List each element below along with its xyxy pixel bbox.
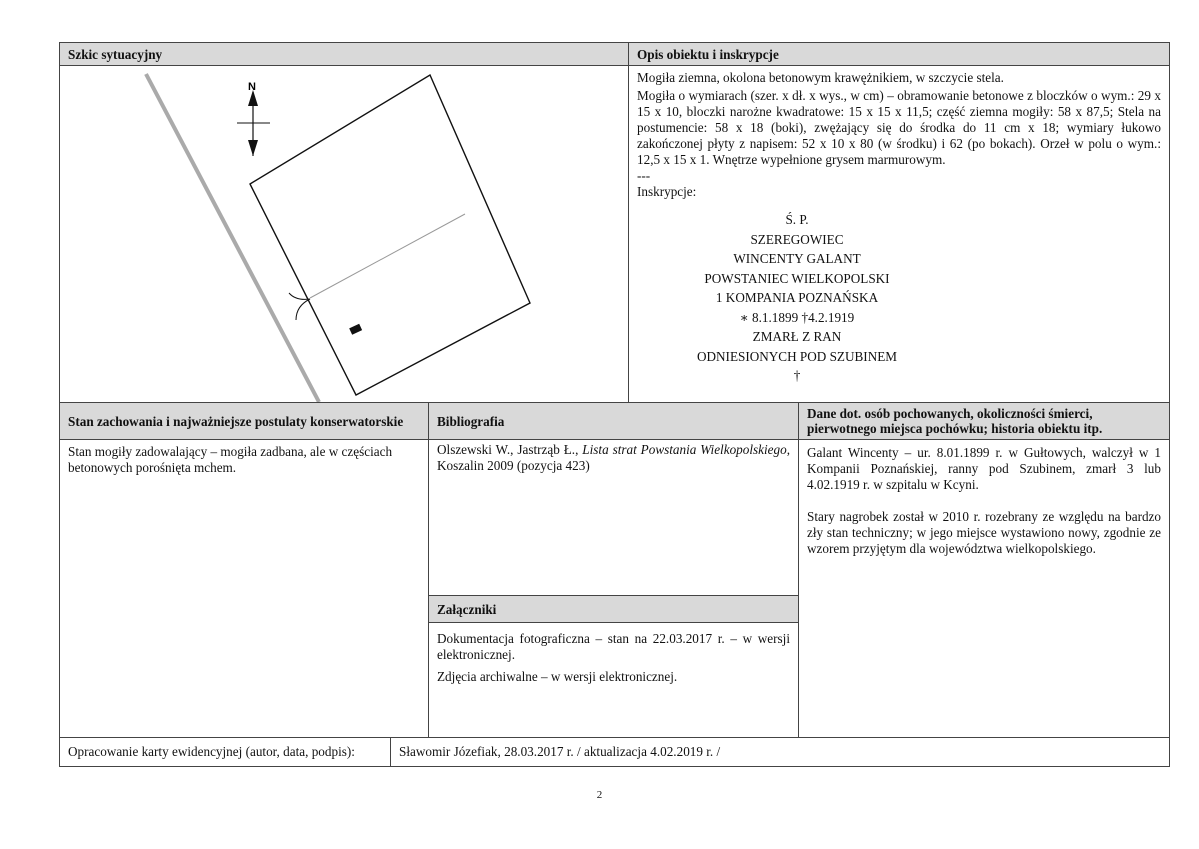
north-label: N [248, 81, 256, 93]
attachments-header-text: Załączniki [437, 601, 497, 617]
condition-header-text: Stan zachowania i najważniejsze postulaty konserwatorskie [68, 413, 404, 429]
description-line1: Mogiła ziemna, okolona betonowym krawężnikiem, w szczycie stela. [637, 70, 1004, 85]
gate-arc-2 [296, 299, 310, 320]
inscription-block [629, 210, 965, 386]
persons-cell [798, 439, 1170, 738]
north-arrow-icon [237, 90, 270, 156]
inscription-line: SZEREGOWIEC [750, 231, 844, 247]
description-header [628, 42, 1170, 66]
bibliography-header [428, 402, 799, 440]
condition-header [59, 402, 429, 440]
inscription-line: ZMARŁ Z RAN [752, 329, 842, 344]
inscription-line: ODNIESIONYCH POD SZUBINEM [696, 348, 897, 364]
persons-para-2: Stary nagrobek został w 2010 r. rozebrany ze względu na bardzo zły stan techniczny; w jego miejsce wystawiono nowy, zgodnie ze wzorem przyjętym dla województwa wielkopolskiego. [807, 509, 1161, 556]
footer-label: Opracowanie karty ewidencyjnej (autor, data, podpis): [68, 744, 355, 759]
road-line [146, 74, 319, 402]
grave-marker [349, 324, 362, 335]
bibliography-entry [437, 442, 790, 474]
footer-value: Sławomir Józefiak, 28.03.2017 r. / aktualizacja 4.02.2019 r. / [399, 744, 721, 759]
bibliography-header-text: Bibliografia [437, 413, 505, 429]
inscriptions-label: Inskrypcje: [637, 184, 697, 199]
sketch-cell [59, 65, 629, 403]
path-line [310, 214, 465, 298]
attachment-item-1: Dokumentacja fotograficzna – stan na 22.03.2017 r. – w wersji elektronicznej. [437, 631, 790, 662]
description-separator: --- [637, 168, 651, 183]
description-header-text: Opis obiektu i inskrypcje [637, 46, 779, 62]
inscription-line: WINCENTY GALANT [733, 251, 861, 266]
situational-sketch [60, 66, 628, 402]
inscription-line: POWSTANIEC WIELKOPOLSKI [704, 270, 890, 286]
sketch-header-text: Szkic sytuacyjny [68, 46, 163, 62]
description-cell [628, 65, 1170, 403]
bibliography-title: Lista strat Powstania Wielkopolskiego [582, 442, 787, 457]
bibliography-authors: Olszewski W., Jastrząb Ł., [437, 442, 583, 457]
persons-header-text: Dane dot. osób pochowanych, okoliczności śmierci, pierwotnego miejsca pochówku; historia obiektu itp. [807, 406, 1103, 436]
condition-cell [59, 439, 429, 738]
persons-header [798, 402, 1170, 440]
attachment-item-2: Zdjęcia archiwalne – w wersji elektronicznej. [437, 669, 678, 684]
bibliography-rest: , Koszalin 2009 (pozycja 423) [437, 442, 791, 473]
page-number: 2 [596, 789, 603, 801]
inscription-line: Ś. P. [785, 212, 809, 227]
footer-label-cell [59, 737, 391, 767]
bibliography-cell [428, 439, 799, 596]
attachments-cell [428, 622, 799, 738]
sketch-header [59, 42, 629, 66]
persons-para-1: Galant Wincenty – ur. 8.01.1899 r. w Gułtowych, walczył w 1 Kompanii Poznańskiej, ranny pod Szubinem, zmarł 3 lub 4.02.1919 r. w szpitalu w Kcyni. [807, 445, 1161, 492]
condition-text: Stan mogiły zadowalający – mogiła zadbana, ale w częściach betonowych porośnięta mchem. [68, 444, 393, 475]
footer-value-cell [390, 737, 1170, 767]
inscription-line: ∗ 8.1.1899 †4.2.1919 [739, 309, 855, 325]
inscription-line: 1 KOMPANIA POZNAŃSKA [715, 290, 879, 305]
description-line2: Mogiła o wymiarach (szer. x dł. x wys., w cm) – obramowanie betonowe z bloczków o wym.: 29 x 15 x 10, bloczki narożne kwadratowe: 15 x 15 x 11,5; część ziemna mogiły: 58 x 87,5; Stela na postumencie: 58 x 18 (boki), zwężający się do środka do 11 cm x 18; wymiary łukowo zakończonej płyty z napisem: 52 x 10 x 80 (w środku) i 62 (po bokach). Orzeł w polu o wym.: 12,5 x 15 x 1. Wnętrze wypełnione grysem marmurowym. [637, 88, 1161, 167]
attachments-header [428, 595, 799, 623]
inscription-line: † [793, 368, 801, 383]
